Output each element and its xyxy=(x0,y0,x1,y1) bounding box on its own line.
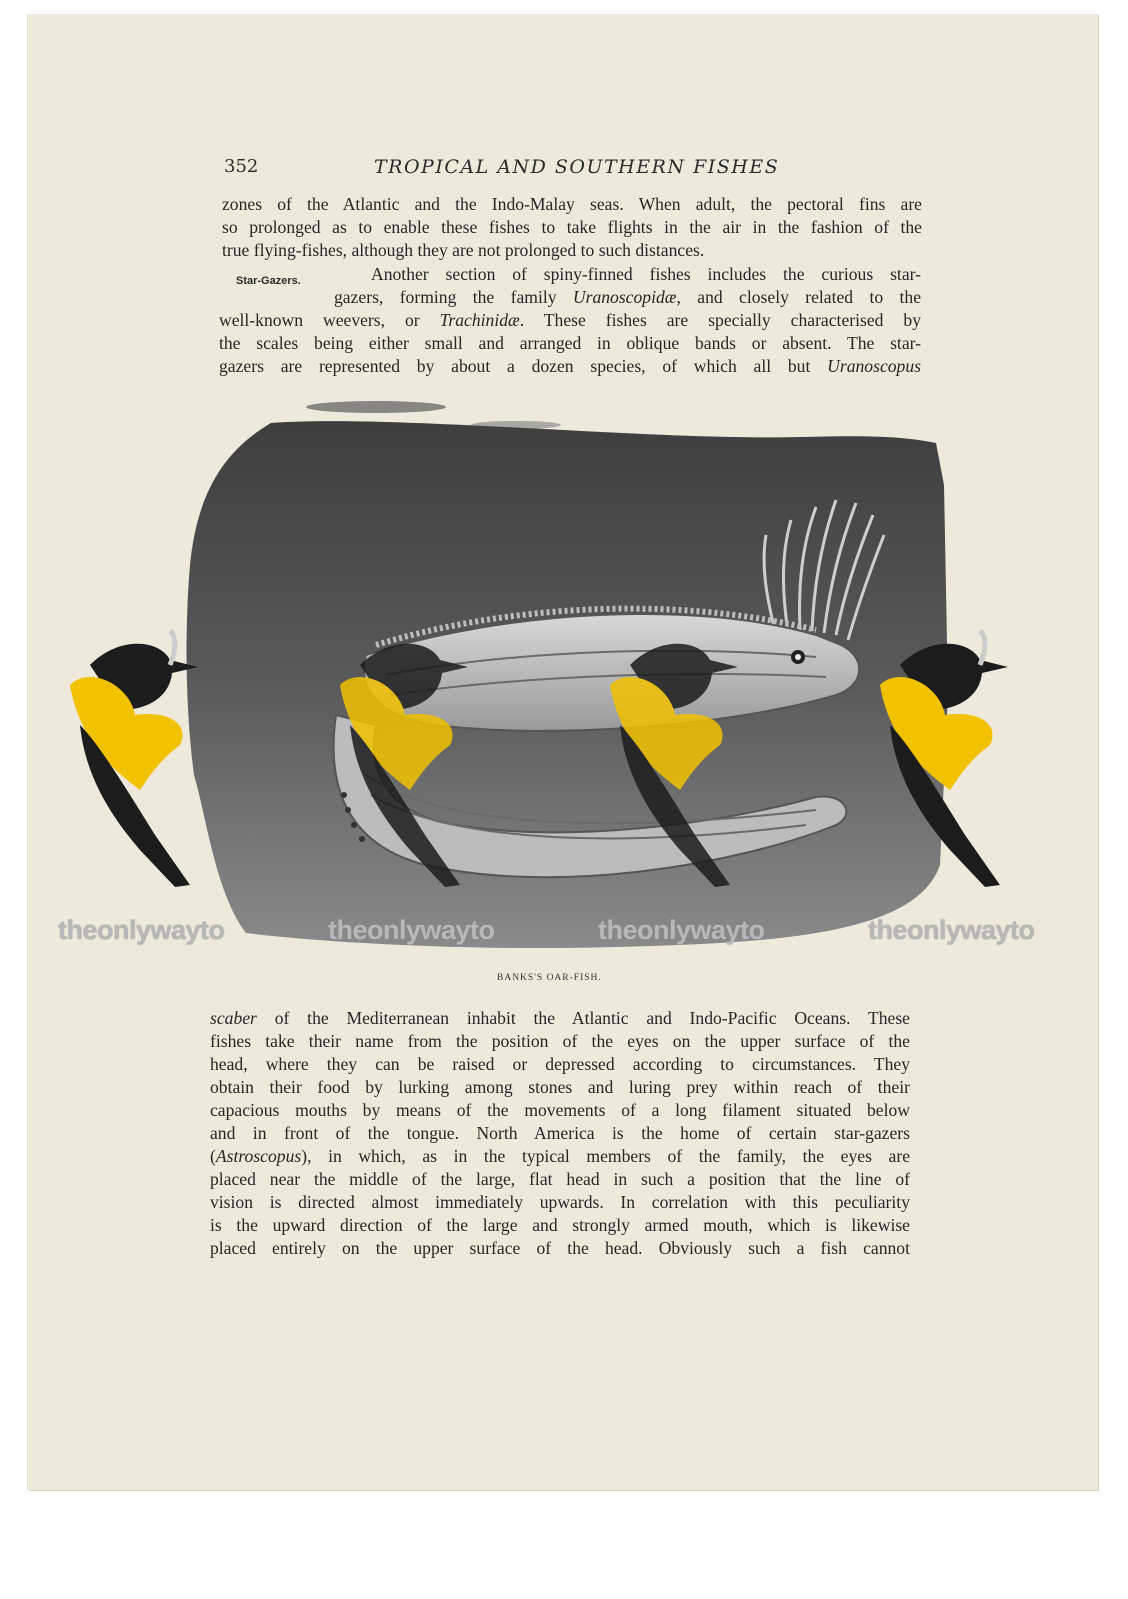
text-run: , and closely related to the xyxy=(676,287,921,307)
page-number: 352 xyxy=(224,156,259,177)
text-line xyxy=(219,355,921,378)
surface-streak xyxy=(306,401,446,413)
italic-term: Uranoscopidæ xyxy=(572,287,677,307)
text-line: so prolonged as to enable these fishes to take flights in the air in the fashion of the xyxy=(222,217,922,237)
text-run: ( xyxy=(210,1146,216,1166)
oriole-bird-image xyxy=(330,625,500,900)
oriole-bird-image xyxy=(60,625,230,900)
text-run: gazers, forming the family xyxy=(334,287,573,307)
text-run: gazers are represented by about a dozen species, of which all but xyxy=(219,356,828,376)
paragraph-2 xyxy=(219,263,921,378)
text-line: head, where they can be raised or depressed according to circumstances. They xyxy=(210,1054,910,1074)
sidenote-star-gazers: Star-Gazers. xyxy=(236,275,301,287)
italic-term: Uranoscopus xyxy=(827,356,921,376)
watermark-text: theonlywayto xyxy=(868,915,1035,945)
text-line xyxy=(219,309,921,332)
italic-term: Trachinidæ xyxy=(439,310,520,330)
text-line: true flying-fishes, although they are not prolonged to such distances. xyxy=(222,240,705,260)
text-line xyxy=(219,286,921,309)
fish-eye-highlight xyxy=(795,654,801,660)
oriole-bird-image xyxy=(870,625,1040,900)
italic-term: scaber xyxy=(210,1008,257,1028)
italic-term: Astroscopus xyxy=(215,1146,302,1166)
running-title: TROPICAL AND SOUTHERN FISHES xyxy=(374,156,780,178)
text-line: zones of the Atlantic and the Indo-Malay seas. When adult, the pectoral fins are xyxy=(222,194,922,214)
text-line xyxy=(210,1145,910,1168)
text-line: and in front of the tongue. North America is the home of certain star-gazers xyxy=(210,1123,910,1143)
paragraph-3 xyxy=(210,1007,910,1260)
text-line: placed entirely on the upper surface of the head. Obviously such a fish cannot xyxy=(210,1238,910,1258)
oar-fish-illustration xyxy=(176,395,956,955)
watermark-text: theonlywayto xyxy=(328,915,495,945)
text-line: vision is directed almost immediately upwards. In correlation with this peculiarity xyxy=(210,1192,910,1212)
text-line: placed near the middle of the large, flat head in such a position that the line of xyxy=(210,1169,910,1189)
text-line: obtain their food by lurking among stones and luring prey within reach of their xyxy=(210,1077,910,1097)
text-line: fishes take their name from the position of the eyes on the upper surface of the xyxy=(210,1031,910,1051)
paragraph-1 xyxy=(222,193,922,262)
text-line: is the upward direction of the large and strongly armed mouth, which is likewise xyxy=(210,1215,910,1235)
figure-caption: BANKS'S OAR-FISH. xyxy=(497,973,602,983)
page-header xyxy=(224,156,924,186)
text-run: . These fishes are specially characterised by xyxy=(519,310,921,330)
text-line: capacious mouths by means of the movements of a long filament situated below xyxy=(210,1100,910,1120)
text-run: well-known weevers, or xyxy=(219,310,440,330)
text-line: the scales being either small and arranged in oblique bands or absent. The star- xyxy=(219,333,921,353)
watermark-text: theonlywayto xyxy=(598,915,765,945)
text-line: Another section of spiny-finned fishes includes the curious star- xyxy=(371,264,921,284)
text-run: of the Mediterranean inhabit the Atlantic and Indo-Pacific Oceans. These xyxy=(256,1008,910,1028)
text-line xyxy=(210,1007,910,1030)
oriole-bird-image xyxy=(600,625,770,900)
watermark-text: theonlywayto xyxy=(58,915,225,945)
text-run: ), in which, as in the typical members of the family, the eyes are xyxy=(301,1146,910,1166)
